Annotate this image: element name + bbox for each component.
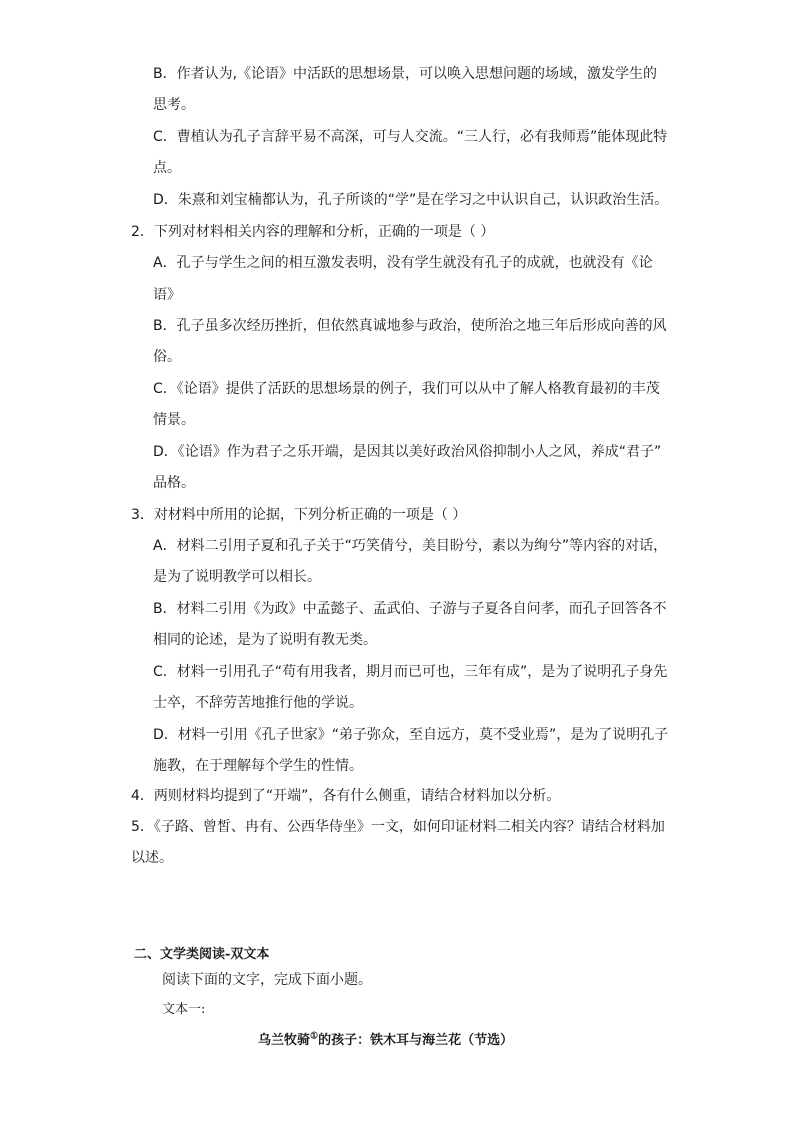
text-one-title bbox=[258, 1031, 513, 1051]
text-one-title-part1: 乌兰牧骑 bbox=[258, 1033, 311, 1048]
footnote-marker: ① bbox=[310, 1031, 319, 1042]
q3-option-d-line1: D．材料一引用《孔子世家》“弟子弥众，至自远方，莫不受业焉”，是为了说明孔子 bbox=[153, 727, 669, 743]
section-2-heading: 二、文学类阅读-双文本 bbox=[134, 947, 270, 962]
q2-stem: 2．下列对材料相关内容的理解和分析，正确的一项是（ ） bbox=[131, 224, 495, 240]
q1-option-d-line1: D．朱熹和刘宝楠都认为，孔子所谈的“学”是在学习之中认识自己，认识政治生活。 bbox=[153, 192, 669, 208]
q3-option-c-line2: 士卒，不辞劳苦地推行他的学说。 bbox=[153, 695, 363, 711]
q3-option-a-line1: A．材料二引用子夏和孔子关于“巧笑倩兮，美目盼兮，素以为绚兮”等内容的对话， bbox=[153, 538, 668, 554]
q2-option-a-line2: 语》 bbox=[153, 287, 181, 303]
q1-option-b-line1: B．作者认为,《论语》中活跃的思想场景，可以唤入思想问题的场域，激发学生的 bbox=[153, 66, 658, 82]
section-2-instruction: 阅读下面的文字，完成下面小题。 bbox=[162, 972, 372, 988]
text-one-title-part2: 的孩子：铁木耳与海兰花（节选） bbox=[318, 1033, 514, 1048]
q2-option-d-line1: D．《论语》作为君子之乐开端，是因其以美好政治风俗抑制小人之风，养成“君子” bbox=[153, 444, 662, 460]
q4-text: 4．两则材料均提到了“开端”，各有什么侧重，请结合材料加以分析。 bbox=[131, 788, 561, 804]
q1-option-c-line1: C．曹植认为孔子言辞平易不高深，可与人交流。“三人行，必有我师焉”能体现此特 bbox=[153, 129, 668, 145]
q3-option-b-line2: 相同的论述，是为了说明有教无类。 bbox=[153, 632, 377, 648]
q2-option-c-line2: 情景。 bbox=[153, 412, 195, 428]
q2-option-b-line1: B．孔子虽多次经历挫折，但依然真诚地参与政治，使所治之地三年后形成向善的风 bbox=[153, 318, 667, 334]
q5-line2: 以述。 bbox=[131, 850, 173, 866]
q3-option-c-line1: C．材料一引用孔子“苟有用我者，期月而已可也，三年有成”，是为了说明孔子身先 bbox=[153, 664, 668, 680]
q3-stem: 3．对材料中所用的论据，下列分析正确的一项是（ ） bbox=[131, 507, 467, 523]
q5-line1: 5．《子路、曾皙、冉有、公西华侍坐》一文，如何印证材料二相关内容？请结合材料加 bbox=[131, 819, 665, 835]
q3-option-b-line1: B．材料二引用《为政》中孟懿子、孟武伯、子游与子夏各自问孝，而孔子回答各不 bbox=[153, 601, 667, 617]
q1-option-c-line2: 点。 bbox=[153, 160, 181, 176]
q2-option-b-line2: 俗。 bbox=[153, 349, 181, 365]
q1-option-b-line2: 思考。 bbox=[153, 97, 195, 113]
q2-option-d-line2: 品格。 bbox=[153, 475, 195, 491]
q2-option-a-line1: A．孔子与学生之间的相互激发表明，没有学生就没有孔子的成就，也就没有《论 bbox=[153, 255, 653, 271]
q3-option-a-line2: 是为了说明教学可以相长。 bbox=[153, 569, 321, 585]
q2-option-c-line1: C．《论语》提供了活跃的思想场景的例子，我们可以从中了解人格教育最初的丰茂 bbox=[153, 381, 660, 397]
q3-option-d-line2: 施教，在于理解每个学生的性情。 bbox=[153, 758, 363, 774]
text-one-label: 文本一: bbox=[162, 1002, 206, 1017]
